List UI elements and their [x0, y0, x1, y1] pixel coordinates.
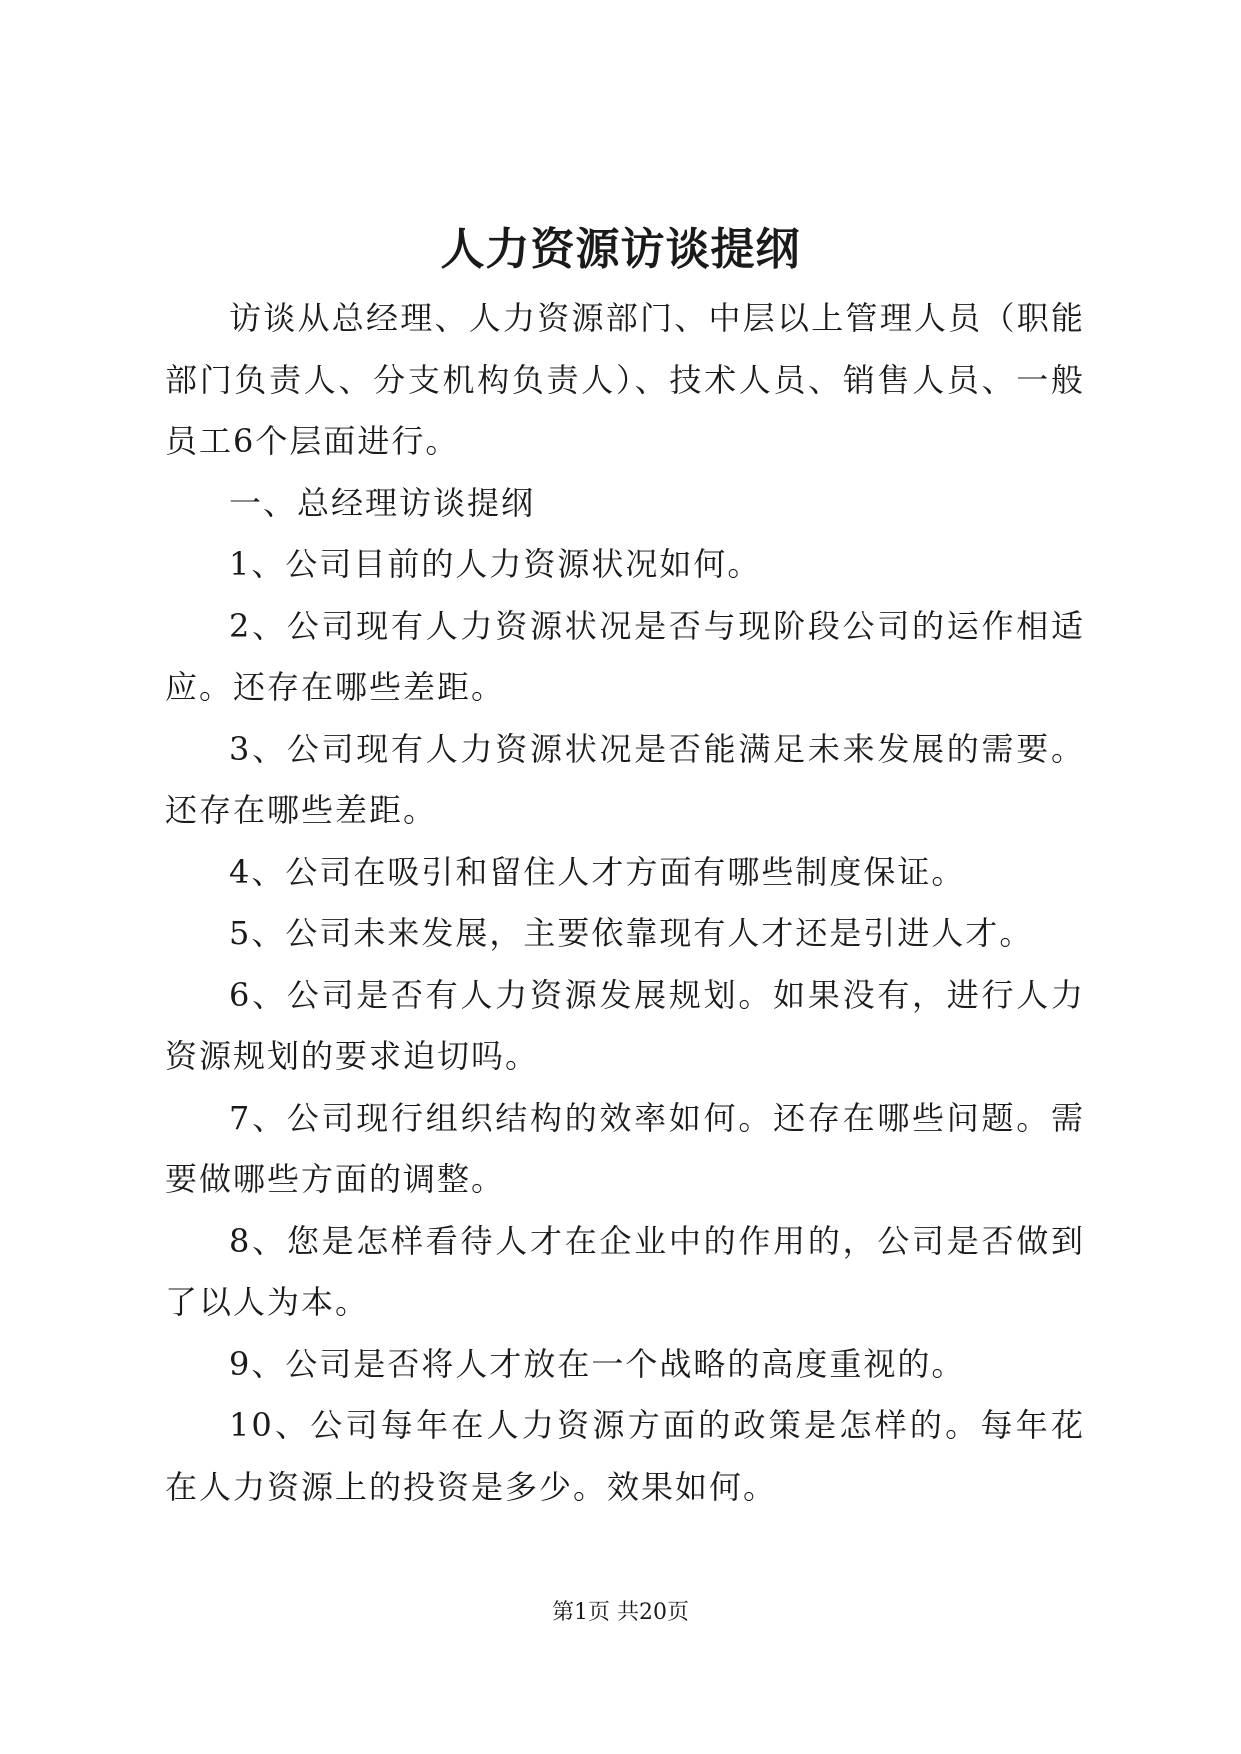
list-item: 7、公司现行组织结构的效率如何。还存在哪些问题。需要做哪些方面的调整。 [165, 1098, 1085, 1198]
list-item: 9、公司是否将人才放在一个战略的高度重视的。 [229, 1344, 966, 1383]
document-body [165, 288, 1085, 1518]
section-heading: 一、总经理访谈提纲 [229, 483, 536, 522]
list-item: 6、公司是否有人力资源发展规划。如果没有，进行人力资源规划的要求迫切吗。 [165, 975, 1085, 1075]
list-item: 4、公司在吸引和留住人才方面有哪些制度保证。 [229, 852, 966, 891]
list-item: 3、公司现有人力资源状况是否能满足未来发展的需要。还存在哪些差距。 [165, 729, 1085, 829]
page-footer: 第1页 共20页 [552, 1600, 689, 1625]
list-item: 10、公司每年在人力资源方面的政策是怎样的。每年花在人力资源上的投资是多少。效果如何。 [165, 1406, 1085, 1506]
list-item: 5、公司未来发展，主要依靠现有人才还是引进人才。 [229, 914, 1034, 952]
list-item: 8、您是怎样看待人才在企业中的作用的，公司是否做到了以人为本。 [165, 1221, 1085, 1321]
document-title: 人力资源访谈提纲 [440, 224, 801, 275]
list-item: 1、公司目前的人力资源状况如何。 [229, 545, 762, 583]
intro-paragraph: 访谈从总经理、人力资源部门、中层以上管理人员（职能部门负责人、分支机构负责人）、技术人员、销售人员、一般员工6个层面进行。 [165, 299, 1085, 460]
list-item: 2、公司现有人力资源状况是否与现阶段公司的运作相适应。还存在哪些差距。 [165, 606, 1085, 706]
